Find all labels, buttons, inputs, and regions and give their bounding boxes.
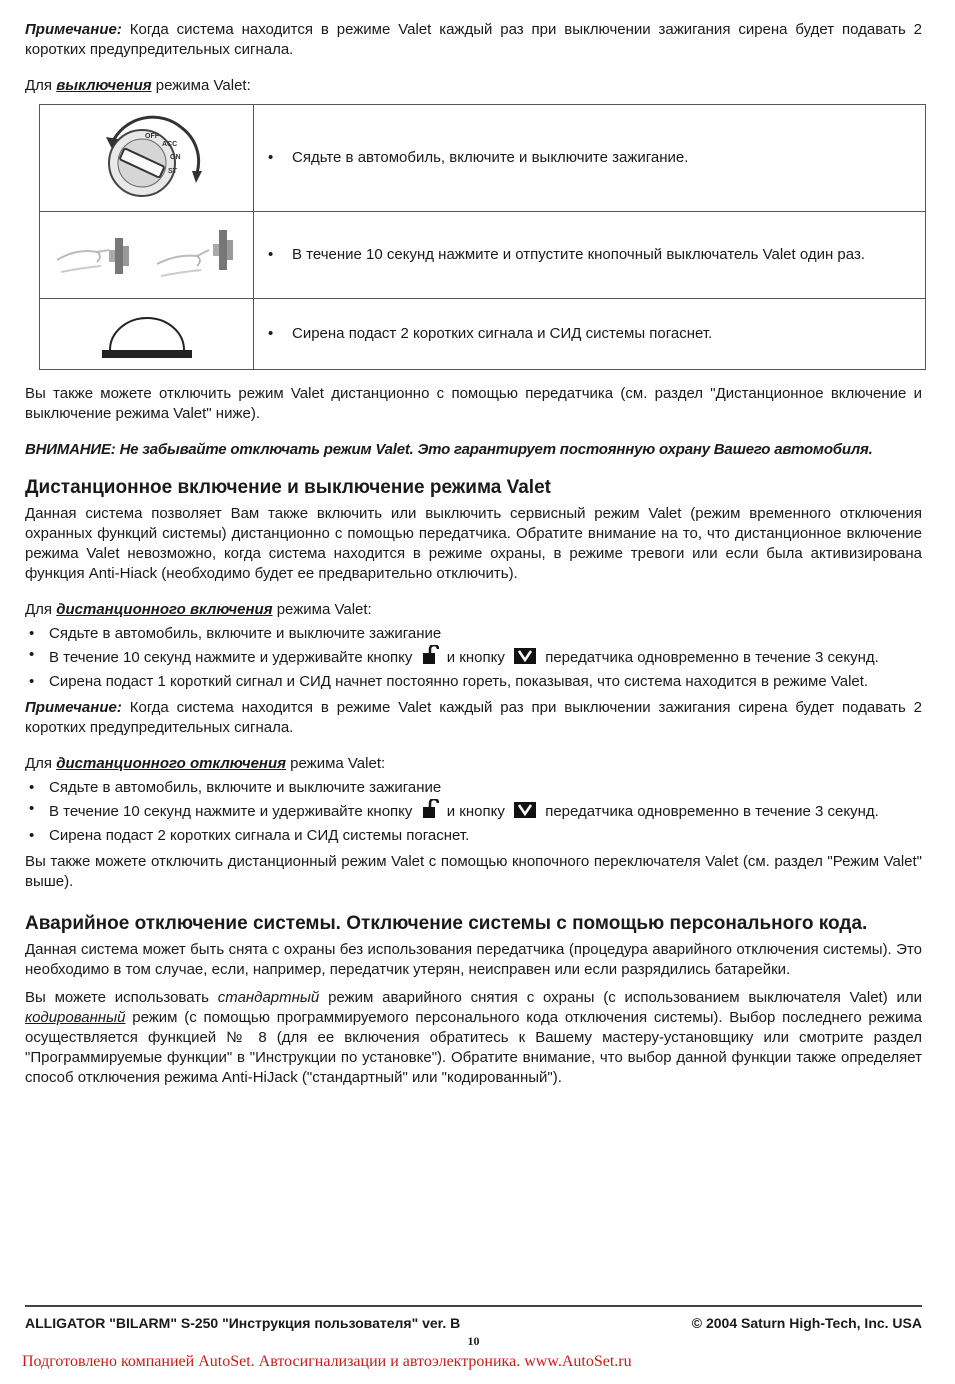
remote-off-intro <box>25 754 922 774</box>
valet-button-icon <box>513 647 537 671</box>
closing-paragraph: Вы также можете отключить дистанционный режим Valet с помощью кнопочного переключателя Valet (см. раздел "Режим Valet" выше). <box>25 853 922 890</box>
section-title-emergency: Аварийное отключение системы. Отключение системы с помощью персонального кода. <box>25 913 868 934</box>
intro-prefix: Для <box>25 77 53 94</box>
step-text: Сядьте в автомобиль, включите и выключите зажигание. <box>292 149 689 166</box>
steps-table <box>39 104 926 370</box>
step-text-cell <box>254 105 925 211</box>
section-title-remote-valet: Дистанционное включение и выключение режима Valet <box>25 477 551 498</box>
remote-on-intro <box>25 600 922 620</box>
autoset-credit: Подготовлено компанией AutoSet. Автосигнализации и автоэлектроника. www.AutoSet.ru <box>22 1353 632 1370</box>
list-item-text: В течение 10 секунд нажмите и удерживайте кнопку и кнопку передатчика одновременно в течение 3 секунд. <box>49 799 922 825</box>
note-paragraph <box>25 698 922 738</box>
list-item: • Сядьте в автомобиль, включите и выключите зажигание <box>25 778 922 798</box>
disable-intro <box>25 76 922 96</box>
section-body: Данная система может быть снята с охраны без использования передатчика (процедура аварийного отключения системы). Это необходимо в том случае, если, например, передатчик утерян, неисправен или если разрядились батарейки. <box>25 941 922 978</box>
section-body: Данная система позволяет Вам также включить или выключить сервисный режим Valet (режим временного отключения охранных функций системы) дистанционно с помощью передатчика. Обратите внимание на то, что дистанционное включение режима Valet невозможно, когда система находится в режиме охраны, в режиме тревоги или если была активизирована функция Anti-Hiack (необходимо будет ее предварительно отключить). <box>25 505 922 582</box>
note-text: Когда система находится в режиме Valet каждый раз при выключении зажигания сирена будет подавать 2 коротких предупредительных сигнала. <box>25 699 922 736</box>
intro-suffix: режима Valet: <box>155 77 251 94</box>
list-item: • Сядьте в автомобиль, включите и выключите зажигание <box>25 624 922 644</box>
step-bullet: • Сирена подаст 2 коротких сигнала и СИД системы погаснет. <box>268 325 713 342</box>
note-paragraph <box>25 20 922 60</box>
step-text-cell <box>254 212 925 298</box>
intro-prefix: Для <box>25 601 53 618</box>
valet-button-icon <box>513 801 537 825</box>
key-label-acc: ACC <box>161 141 177 148</box>
list-item-text: Сядьте в автомобиль, включите и выключите зажигание <box>49 779 442 796</box>
remote-off-note: Вы также можете отключить режим Valet дистанционно с помощью передатчика (см. раздел "Дистанционное включение и выключение режима Valet" ниже). <box>25 385 922 422</box>
standard-mode-term: стандартный <box>217 989 320 1006</box>
intro-prefix: Для <box>25 755 53 772</box>
section-body: Вы можете использовать стандартный режим аварийного снятия с охраны (с использованием выключателя Valet) или кодированный режим (с помощью программируемого персонального кода отключения системы). Выбор последнего режима осуществляется функцией № 8 (для ее включения обратитесь к Вашему мастеру-установщику или смотрите раздел "Программируемые функции" в "Инструкции по установке"). Обратите внимание, что выбор данной функции также определяет способ отключения режима Anti-HiJack ("стандартный" или "кодированный"). <box>25 989 923 1086</box>
list-item-text: Сирена подаст 2 коротких сигнала и СИД системы погаснет. <box>49 827 470 844</box>
key-label-off: OFF <box>144 133 159 140</box>
led-dome-icon <box>40 299 254 369</box>
list-item: • В течение 10 секунд нажмите и удерживайте кнопку и кнопку передатчика одновременно в течение 3 секунд. <box>25 799 922 825</box>
step-bullet: • В течение 10 секунд нажмите и отпустите кнопочный выключатель Valet один раз. <box>268 246 865 263</box>
step-text-cell <box>254 299 925 369</box>
key-label-st: ST <box>167 168 177 175</box>
step-text: В течение 10 секунд нажмите и отпустите кнопочный выключатель Valet один раз. <box>292 246 865 263</box>
list-item: • Сирена подаст 2 коротких сигнала и СИД системы погаснет. <box>25 826 922 846</box>
step-row <box>40 299 925 369</box>
coded-mode-term: кодированный <box>25 1009 126 1026</box>
footer-doc-title: ALLIGATOR "BILARM" S-250 "Инструкция пользователя" ver. B <box>25 1315 461 1331</box>
list-item-text: В течение 10 секунд нажмите и удерживайте кнопку и кнопку передатчика одновременно в течение 3 секунд. <box>49 645 922 671</box>
note-label: Примечание: <box>25 699 122 716</box>
page-footer <box>25 1305 922 1351</box>
intro-suffix: режима Valet: <box>276 601 372 618</box>
warning-text: ВНИМАНИЕ: Не забывайте отключать режим Valet. Это гарантирует постоянную охрану Вашего автомобиля. <box>25 441 873 458</box>
unlock-icon <box>421 799 439 825</box>
footer-copyright: © 2004 Saturn High-Tech, Inc. USA <box>691 1315 922 1331</box>
ignition-key-icon <box>40 105 254 211</box>
page-number: 10 <box>467 1334 480 1348</box>
unlock-icon <box>421 645 439 671</box>
intro-emphasis: дистанционного отключения <box>56 755 286 772</box>
remote-off-steps <box>25 778 922 846</box>
step-row <box>40 105 925 212</box>
footer-row <box>25 1313 922 1333</box>
valet-button-press-icon <box>40 212 254 298</box>
note-text: Когда система находится в режиме Valet каждый раз при выключении зажигания сирена будет подавать 2 коротких предупредительных сигнала. <box>25 21 922 58</box>
list-item: • В течение 10 секунд нажмите и удерживайте кнопку и кнопку передатчика одновременно в течение 3 секунд. <box>25 645 922 671</box>
intro-emphasis: выключения <box>56 77 152 94</box>
list-item-text: Сирена подаст 1 короткий сигнал и СИД начнет постоянно гореть, показывая, что система находится в режиме Valet. <box>49 673 869 690</box>
step-row <box>40 212 925 299</box>
list-item: • Сирена подаст 1 короткий сигнал и СИД начнет постоянно гореть, показывая, что система находится в режиме Valet. <box>25 672 922 692</box>
remote-on-steps <box>25 624 922 692</box>
footer-divider <box>25 1305 922 1307</box>
intro-suffix: режима Valet: <box>290 755 386 772</box>
step-text: Сирена подаст 2 коротких сигнала и СИД системы погаснет. <box>292 325 713 342</box>
key-label-on: ON <box>169 154 180 161</box>
intro-emphasis: дистанционного включения <box>56 601 273 618</box>
note-label: Примечание: <box>25 21 122 38</box>
list-item-text: Сядьте в автомобиль, включите и выключите зажигание <box>49 625 442 642</box>
page-content <box>25 20 922 1088</box>
step-bullet: • Сядьте в автомобиль, включите и выключите зажигание. <box>268 149 689 166</box>
